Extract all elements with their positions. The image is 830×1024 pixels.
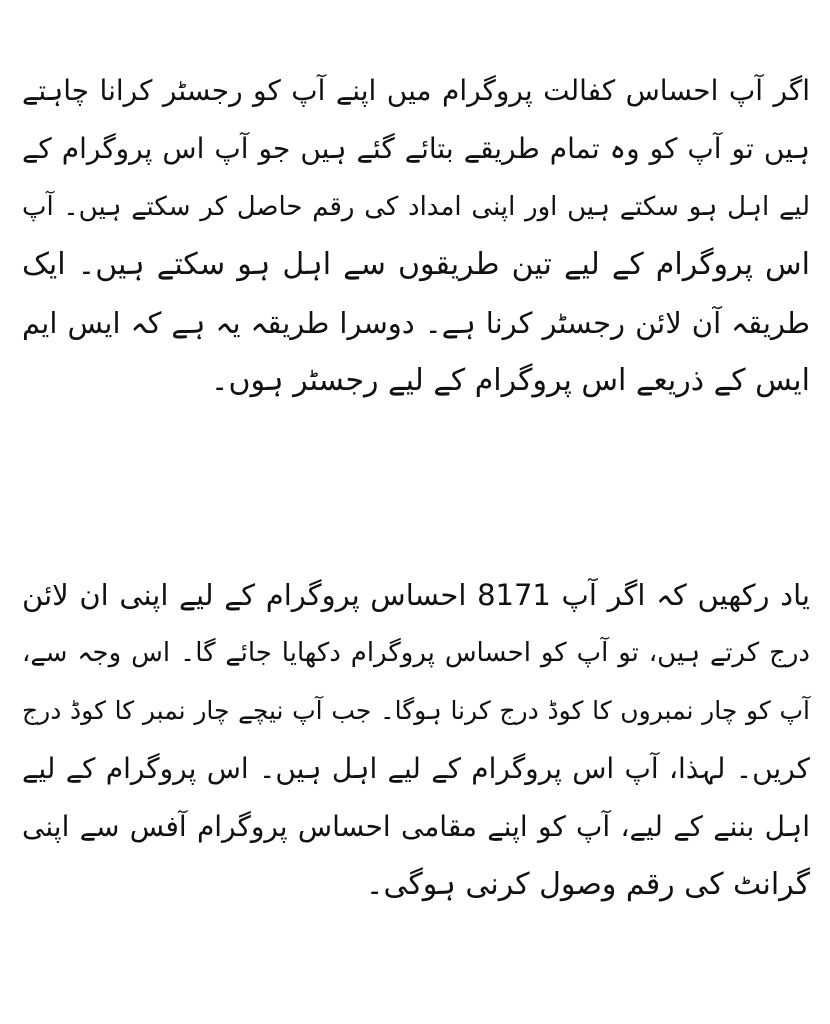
paragraph-line: آپ کو چار نمبروں کا کوڈ درج کرنا ہوگا۔ جب آپ نیچے چار نمبر کا کوڈ درج bbox=[22, 696, 810, 725]
paragraph-line: طریقہ آن لائن رجسٹر کرنا ہے۔ دوسرا طریقہ یہ ہے کہ ایس ایم bbox=[22, 306, 810, 340]
paragraph-line: ہیں تو آپ کو وہ تمام طریقے بتائے گئے ہیں جو آپ اس پروگرام کے bbox=[22, 132, 810, 165]
paragraph-line: اگر آپ احساس کفالت پروگرام میں اپنے آپ کو رجسٹر کرانا چاہتے bbox=[22, 74, 810, 107]
paragraph-line: اہل بننے کے لیے، آپ کو اپنے مقامی احساس پروگرام آفس سے اپنی bbox=[22, 810, 810, 843]
paragraph-line: لیے اہل ہو سکتے ہیں اور اپنی امداد کی رقم حاصل کر سکتے ہیں۔ آپ bbox=[22, 192, 810, 222]
paragraph-line: کریں۔ لہذا، آپ اس پروگرام کے لیے اہل ہیں۔ اس پروگرام کے لیے bbox=[22, 752, 810, 785]
paragraph-code-instructions bbox=[22, 566, 810, 914]
paragraph-line: اس پروگرام کے لیے تین طریقوں سے اہل ہو سکتے ہیں۔ ایک bbox=[22, 247, 810, 282]
paragraph-line: ایس کے ذریعے اس پروگرام کے لیے رجسٹر ہوں۔ bbox=[210, 363, 810, 398]
paragraph-line: گرانٹ کی رقم وصول کرنی ہوگی۔ bbox=[365, 867, 810, 902]
paragraph-line: درج کرتے ہیں، تو آپ کو احساس پروگرام دکھایا جائے گا۔ اس وجہ سے، bbox=[22, 638, 810, 668]
paragraph-registration-methods bbox=[22, 62, 810, 410]
paragraph-line: یاد رکھیں کہ اگر آپ 8171 احساس پروگرام کے لیے اپنی ان لائن bbox=[22, 578, 811, 612]
